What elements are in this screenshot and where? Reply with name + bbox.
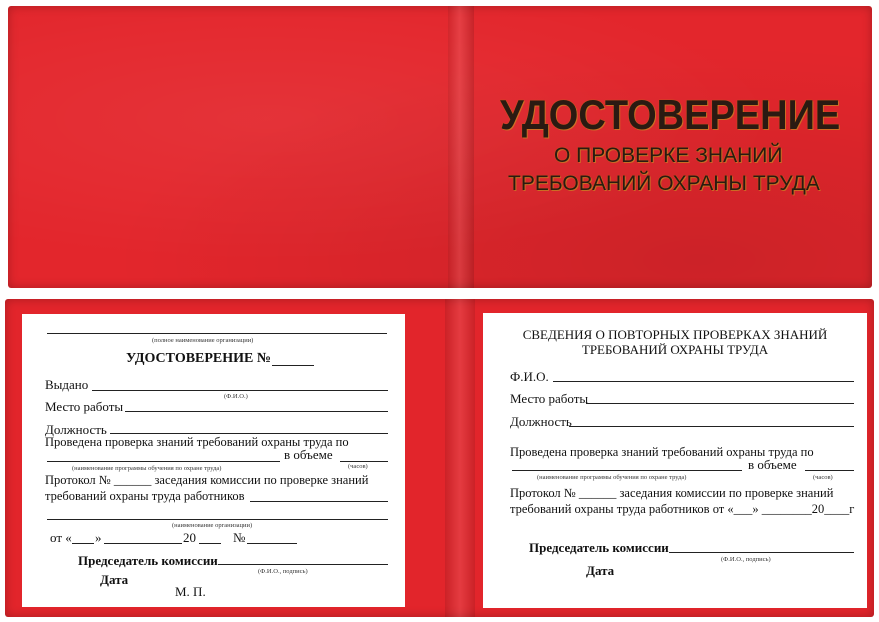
org-caption-2: (наименование организации) [172, 522, 253, 529]
right-hours-line [805, 470, 854, 471]
year-line [199, 543, 221, 544]
fio-label: Ф.И.О. [510, 369, 549, 384]
hours-caption: (часов) [348, 463, 368, 470]
program-line [47, 461, 280, 462]
repeat-heading-1: СВЕДЕНИЯ О ПОВТОРНЫХ ПРОВЕРКАХ ЗНАНИЙ [522, 327, 828, 342]
stamp-place: М. П. [175, 584, 206, 599]
date-from-label: от « [50, 530, 72, 545]
right-program-caption: (наименование программы обучения по охране труда) [537, 474, 687, 481]
right-chairman-line [669, 552, 854, 553]
fio-caption: (Ф.И.О.) [224, 393, 248, 400]
cover-title: УДОСТОВЕРЕНИЕ [500, 92, 841, 140]
protocol-line: Протокол № ______ заседания комиссии по проверке знаний [45, 473, 369, 487]
number-sign: № [233, 530, 246, 545]
right-workplace-line [586, 403, 854, 404]
org-line-2 [47, 519, 388, 520]
right-check-line: Проведена проверка знаний требований охраны труда по [510, 445, 814, 459]
program-caption: (наименование программы обучения по охране труда) [72, 465, 222, 472]
right-program-line [512, 470, 742, 471]
workplace-line [125, 411, 388, 412]
fio-line [553, 381, 854, 382]
right-page [483, 313, 867, 608]
right-position-label: Должность [510, 414, 572, 429]
day-line [72, 543, 94, 544]
hours-line [340, 461, 388, 462]
certificate-number-line [272, 365, 314, 366]
cover-subtitle-1: О ПРОВЕРКЕ ЗНАНИЙ [554, 144, 783, 167]
workers-line: требований охраны труда работников [45, 489, 245, 503]
position-line [110, 433, 388, 434]
issued-label: Выдано [45, 377, 89, 392]
certificate-heading: УДОСТОВЕРЕНИЕ № [126, 351, 271, 366]
chairman-label: Председатель комиссии [78, 553, 218, 568]
fio-sign-caption: (Ф.И.О., подпись) [258, 568, 308, 575]
org-caption: (полное наименование организации) [152, 337, 254, 344]
right-hours-caption: (часов) [813, 474, 833, 481]
inside-fold [445, 299, 475, 617]
cover-spine [448, 6, 474, 288]
org-line [47, 333, 387, 334]
left-page [22, 314, 405, 607]
right-workplace-label: Место работы [510, 391, 589, 406]
right-protocol-line: Протокол № ______ заседания комиссии по проверке знаний [510, 486, 834, 500]
issued-line [92, 390, 388, 391]
volume-label: в объеме [284, 447, 333, 462]
cover-subtitle-2: ТРЕБОВАНИЙ ОХРАНЫ ТРУДА [508, 172, 820, 195]
right-fio-sign-caption: (Ф.И.О., подпись) [721, 556, 771, 563]
check-line: Проведена проверка знаний требований охраны труда по [45, 435, 349, 449]
chairman-line [218, 564, 388, 565]
date-number-line [247, 543, 297, 544]
year-prefix: 20 [183, 530, 196, 545]
right-volume-label: в объеме [748, 457, 797, 472]
right-workers-line: требований охраны труда работников от «___» ________20____г [510, 502, 855, 516]
date-label: Дата [100, 572, 129, 587]
workers-org-line [250, 501, 388, 502]
repeat-heading-2: ТРЕБОВАНИЙ ОХРАНЫ ТРУДА [581, 342, 769, 357]
month-line [104, 543, 182, 544]
date-close-quote: » [95, 530, 102, 545]
position-label: Должность [45, 422, 107, 437]
workplace-label: Место работы [45, 399, 124, 414]
right-date-label: Дата [586, 563, 615, 578]
right-chairman-label: Председатель комиссии [529, 540, 669, 555]
right-position-line [569, 426, 854, 427]
